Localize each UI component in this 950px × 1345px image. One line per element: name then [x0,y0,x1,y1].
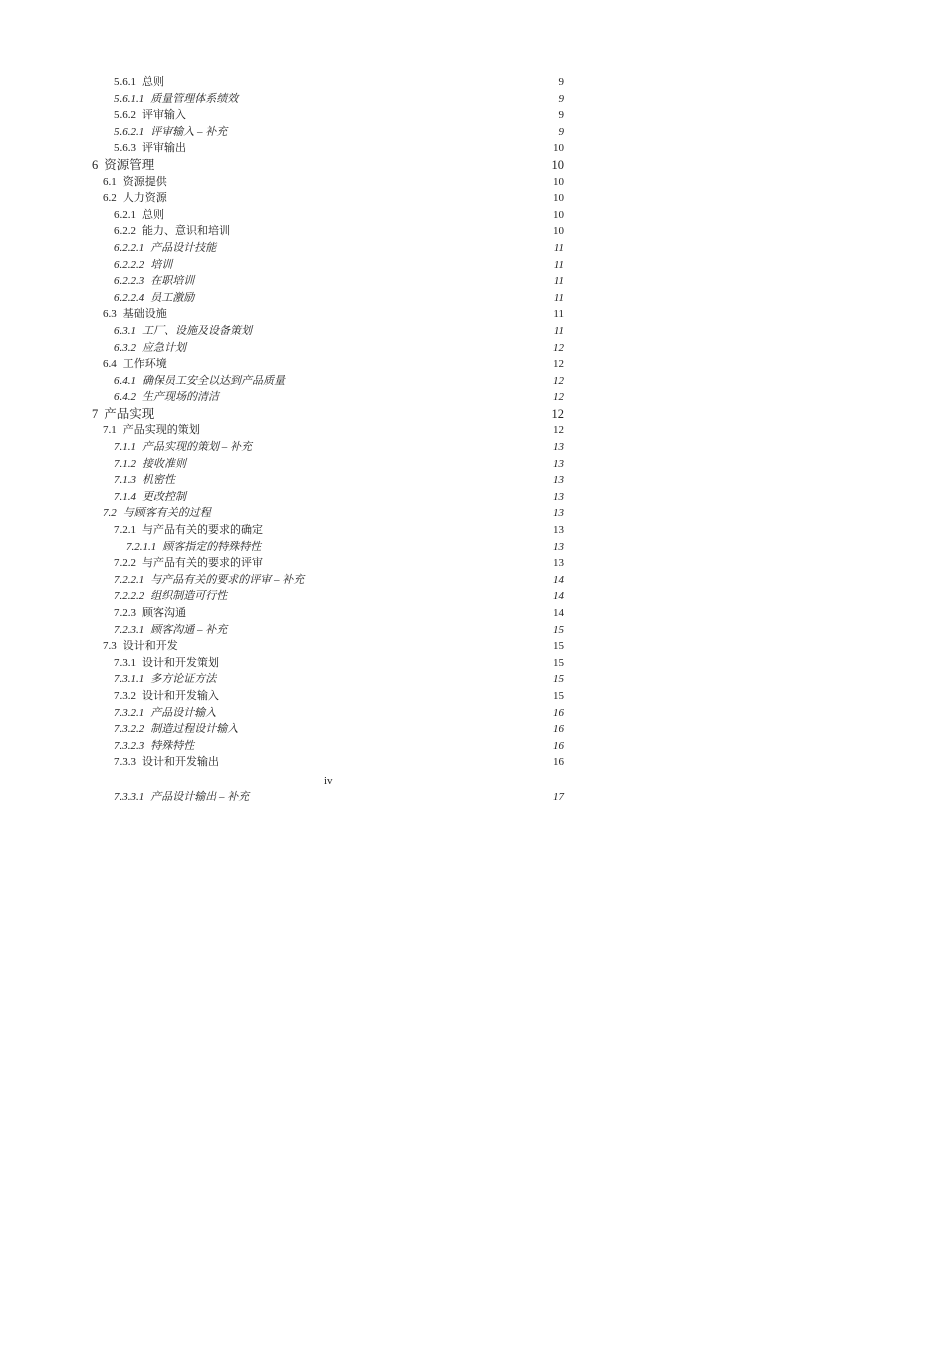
toc-entry-title: 制造过程设计输入 [150,723,239,736]
toc-entry[interactable] [0,789,950,806]
toc-entry[interactable] [0,140,950,157]
toc-entry-title: 设计和开发策划 [142,656,219,669]
toc-entry-page: 12 [553,391,564,404]
toc-entry-title: 资源管理 [104,157,155,172]
toc-entry-title: 工作环境 [122,358,167,371]
toc-entry[interactable] [0,306,950,323]
toc-entry[interactable] [0,655,950,672]
toc-entry[interactable] [0,439,950,456]
toc-entry-page: 10 [551,157,564,172]
toc-entry-page: 13 [553,474,564,487]
toc-entry-page: 9 [558,109,564,122]
toc-entry-title: 接收准则 [142,457,186,470]
table-of-contents-continued [0,789,950,806]
toc-entry-page: 15 [553,673,564,686]
toc-entry-title: 能力、意识和培训 [142,225,230,238]
toc-entry-number: 7.3.2.2 [114,723,145,736]
toc-entry-title: 产品实现的策划 [122,424,200,437]
toc-entry-number: 6.2.2.2 [114,258,145,271]
toc-entry-title: 设计和开发输入 [142,689,219,702]
toc-entry[interactable] [0,91,950,108]
toc-entry-number: 7.1 [103,424,117,437]
toc-entry-number: 5.6.1 [114,76,136,88]
toc-entry-title: 设计和开发 [122,640,178,653]
toc-entry-number: 7.3.3.1 [114,791,145,803]
toc-entry-title: 更改控制 [142,490,186,503]
toc-entry-number: 7.2.1 [114,524,136,537]
toc-entry-page: 9 [558,125,564,138]
toc-entry-title: 特殊特性 [150,739,195,752]
toc-entry[interactable] [0,356,950,373]
toc-entry[interactable] [0,489,950,506]
toc-entry-page: 12 [551,406,564,421]
toc-entry-title: 产品实现 [104,406,155,421]
toc-entry-title: 生产现场的清洁 [142,391,219,404]
toc-entry[interactable] [0,688,950,705]
toc-entry-page: 11 [553,275,564,288]
toc-entry-title: 顾客沟通 [142,607,186,619]
toc-entry-page: 12 [553,358,564,371]
toc-entry-page: 10 [553,225,564,238]
toc-entry-number: 6.2.2.1 [114,241,145,254]
toc-entry-page: 14 [553,607,564,619]
toc-entry-title: 在职培训 [150,275,195,288]
toc-entry-page: 16 [553,723,564,736]
toc-entry-title: 与产品有关的要求的评审 [142,557,263,570]
toc-entry-page: 9 [558,76,564,88]
toc-entry[interactable] [0,472,950,489]
toc-entry-title: 与产品有关的要求的评审 – 补充 [150,573,305,586]
toc-entry-number: 7.3.1 [114,656,136,669]
toc-entry-page: 11 [553,241,564,254]
toc-entry[interactable] [0,257,950,274]
toc-entry-number: 7.3.3 [114,756,136,769]
toc-entry[interactable] [0,505,950,522]
toc-entry-page: 16 [553,756,564,769]
toc-entry-title: 基础设施 [122,308,167,321]
toc-entry[interactable] [0,754,950,771]
toc-entry[interactable] [0,605,950,622]
toc-entry-page: 12 [553,424,564,437]
toc-entry-number: 6.1 [103,175,117,188]
toc-entry-number: 7.2.2 [114,557,136,570]
toc-entry-page: 13 [553,557,564,570]
toc-entry-title: 产品实现的策划 – 补充 [142,441,252,454]
toc-entry-title: 资源提供 [122,175,167,188]
toc-entry-number: 6.2.2.3 [114,275,145,288]
toc-entry-page: 9 [558,92,564,105]
toc-entry-title: 产品设计技能 [150,241,217,254]
toc-entry[interactable] [0,588,950,605]
toc-entry-title: 评审输出 [142,142,186,155]
toc-entry-title: 工厂、设施及设备策划 [142,324,252,337]
toc-entry-page: 15 [553,640,564,653]
toc-entry[interactable] [0,638,950,655]
toc-entry[interactable] [0,622,950,639]
toc-entry-page: 17 [553,791,564,803]
toc-entry-title: 总则 [142,208,164,221]
toc-entry[interactable] [0,389,950,406]
toc-entry-page: 11 [553,324,564,337]
toc-entry-number: 5.6.3 [114,142,136,155]
toc-entry[interactable] [0,539,950,556]
toc-entry-page: 16 [553,739,564,752]
toc-entry[interactable] [0,373,950,390]
toc-entry[interactable] [0,555,950,572]
toc-entry-number: 7.2.2.2 [114,590,145,603]
toc-entry[interactable] [0,671,950,688]
toc-entry-number: 7.1.2 [114,457,136,470]
toc-entry-title: 产品设计输入 [150,706,217,719]
toc-entry[interactable] [0,340,950,357]
table-of-contents [0,74,950,771]
toc-entry-title: 质量管理体系绩效 [150,92,239,105]
toc-entry-title: 评审输入 – 补充 [150,125,228,138]
toc-entry[interactable] [0,572,950,589]
page-number: iv [324,775,333,787]
toc-entry-title: 组织制造可行性 [150,590,228,603]
toc-entry[interactable] [0,705,950,722]
toc-entry-page: 14 [553,590,564,603]
toc-entry-number: 6.4.2 [114,391,136,404]
toc-entry-page: 14 [553,573,564,586]
toc-entry-page: 15 [553,689,564,702]
toc-entry-title: 应急计划 [142,341,186,354]
toc-entry-title: 机密性 [142,474,175,487]
toc-entry-page: 11 [553,291,564,304]
toc-entry-number: 7.1.1 [114,441,136,454]
toc-entry[interactable] [0,190,950,207]
toc-chapter[interactable] [0,157,950,174]
toc-entry-page: 11 [553,258,564,271]
toc-entry-number: 6.3.2 [114,341,136,354]
toc-entry[interactable] [0,223,950,240]
toc-entry-page: 12 [553,374,564,387]
toc-entry[interactable] [0,74,950,91]
toc-entry-number: 6.2.1 [114,208,136,221]
toc-entry-title: 顾客指定的特殊特性 [162,540,262,553]
toc-entry[interactable] [0,107,950,124]
toc-entry[interactable] [0,124,950,141]
toc-entry-number: 7.3 [103,640,117,653]
toc-entry-title: 顾客沟通 – 补充 [150,623,228,636]
toc-entry-title: 培训 [150,258,173,271]
toc-entry-title: 多方论证方法 [150,673,217,686]
toc-entry-number: 7.2.1.1 [126,540,157,553]
toc-entry-title: 人力资源 [122,192,167,205]
toc-entry[interactable] [0,721,950,738]
toc-chapter[interactable] [0,406,950,423]
toc-entry[interactable] [0,738,950,755]
toc-entry-number: 6.2 [103,192,117,205]
toc-entry-number: 7.1.4 [114,490,136,503]
toc-entry-title: 设计和开发输出 [142,756,219,769]
toc-entry-page: 13 [553,524,564,537]
toc-entry[interactable] [0,323,950,340]
toc-entry-number: 7.3.2 [114,689,136,702]
toc-entry-title: 产品设计输出 – 补充 [150,791,250,803]
toc-entry-title: 评审输入 [142,109,186,122]
toc-entry-page: 13 [553,540,564,553]
toc-entry-title: 员工激励 [150,291,195,304]
toc-entry-page: 16 [553,706,564,719]
toc-entry-page: 13 [553,507,564,520]
toc-entry-page: 15 [553,656,564,669]
toc-entry-page: 10 [553,208,564,221]
toc-entry-number: 6 [92,157,99,172]
toc-entry[interactable] [0,522,950,539]
toc-entry-number: 6.4 [103,358,117,371]
toc-entry-number: 6.3 [103,308,117,321]
toc-entry-page: 13 [553,441,564,454]
toc-entry-page: 11 [553,308,564,321]
toc-entry[interactable] [0,422,950,439]
toc-entry[interactable] [0,290,950,307]
toc-entry[interactable] [0,273,950,290]
toc-entry-number: 5.6.2.1 [114,125,145,138]
toc-entry[interactable] [0,240,950,257]
toc-entry-number: 6.2.2 [114,225,136,238]
toc-entry-number: 7.2.2.1 [114,573,145,586]
toc-entry[interactable] [0,456,950,473]
toc-entry-page: 10 [553,175,564,188]
toc-entry-number: 5.6.2 [114,109,136,122]
toc-entry-number: 7.2 [103,507,117,520]
toc-entry-page: 13 [553,457,564,470]
toc-entry-title: 与产品有关的要求的确定 [142,524,263,537]
toc-entry-page: 12 [553,341,564,354]
toc-entry-number: 7.3.2.1 [114,706,145,719]
toc-entry-page: 10 [553,192,564,205]
toc-entry-number: 7 [92,406,99,421]
toc-entry-number: 6.3.1 [114,324,136,337]
toc-entry-page: 15 [553,623,564,636]
toc-entry-number: 6.4.1 [114,374,136,387]
toc-entry-number: 7.2.3 [114,607,136,619]
toc-entry-number: 7.1.3 [114,474,136,487]
toc-entry-number: 6.2.2.4 [114,291,145,304]
toc-entry[interactable] [0,174,950,191]
toc-entry-title: 总则 [142,76,164,88]
toc-entry-title: 与顾客有关的过程 [122,507,211,520]
toc-entry-page: 10 [553,142,564,155]
toc-entry-number: 7.3.1.1 [114,673,145,686]
toc-entry-number: 5.6.1.1 [114,92,145,105]
toc-entry-number: 7.3.2.3 [114,739,145,752]
toc-entry-page: 13 [553,490,564,503]
toc-entry-number: 7.2.3.1 [114,623,145,636]
toc-entry-title: 确保员工安全以达到产品质量 [142,374,285,387]
toc-entry[interactable] [0,207,950,224]
